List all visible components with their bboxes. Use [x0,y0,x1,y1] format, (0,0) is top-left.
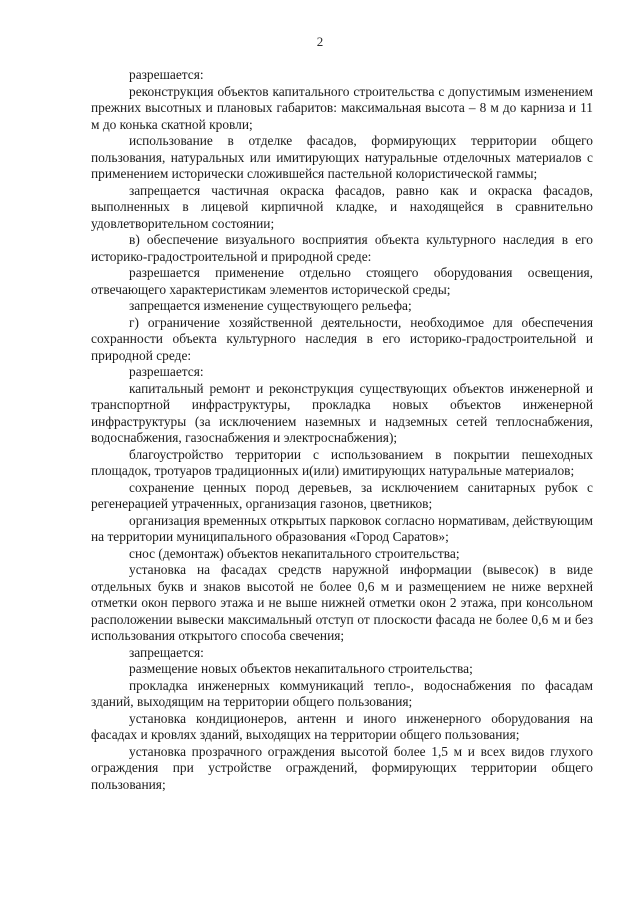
paragraph: реконструкция объектов капитального строительства с допустимым изменением прежних высотных и плановых габаритов: максимальная высота – 8 м до карниза и 11 м до конька скатной кровли; [91,83,593,132]
paragraph: разрешается применение отдельно стоящего оборудования освещения, отвечающего характеристикам элементов исторической среды; [91,265,593,297]
paragraph: капитальный ремонт и реконструкция существующих объектов инженерной и транспортной инфраструктуры, прокладка новых объектов инженерной инфраструктуры (за исключением наземных и надземных сетей теплоснабжения, водоснабжения, газоснабжения и электроснабжения); [91,380,593,445]
paragraph: запрещается частичная окраска фасадов, равно как и окраска фасадов, выполненных в лицевой кирпичной кладке, и находящейся в сравнительно удовлетворительном состоянии; [91,182,593,231]
paragraph: г) ограничение хозяйственной деятельности, необходимое для обеспечения сохранности объекта культурного наследия в его историко-градостроительной и природной среде: [91,314,593,363]
paragraph: прокладка инженерных коммуникаций тепло-, водоснабжения по фасадам зданий, выходящим на территории общего пользования; [91,677,593,709]
page-number: 2 [316,34,324,49]
paragraph: разрешается: [129,67,204,82]
paragraph: запрещается: [129,644,204,660]
paragraph: снос (демонтаж) объектов некапитального строительства; [129,545,460,561]
paragraph: использование в отделке фасадов, формирующих территории общего пользования, натуральных или имитирующих натуральные отделочных материалов с применением исторически сложившейся пастельной колористической гаммы; [91,133,593,181]
paragraph: благоустройство территории с использованием в покрытии пешеходных площадок, тротуаров традиционных и(или) имитирующих натуральные материалов; [91,446,593,478]
paragraph: запрещается изменение существующего рельефа; [129,298,412,313]
paragraph: организация временных открытых парковок согласно нормативам, действующим на территории муниципального образования «Город Саратов»; [91,512,593,544]
document-body [91,67,593,793]
paragraph: установка прозрачного ограждения высотой более 1,5 м и всех видов глухого ограждения при устройстве ограждений, формирующих территории общего пользования; [91,743,593,792]
paragraph: в) обеспечение визуального восприятия объекта культурного наследия в его историко-градостроительной и природной среде: [91,232,593,264]
paragraph: разрешается: [129,364,204,379]
paragraph: установка на фасадах средств наружной информации (вывесок) в виде отдельных букв и знаков высотой не более 0,6 м и размещением не ниже верхней отметки окон первого этажа и не выше нижней отметки окон 2 этажа, при консольном расположении вывески максимальный отступ от плоскости фасада не более 0,6 м и без использования открытого способа свечения; [91,562,593,643]
paragraph: сохранение ценных пород деревьев, за исключением санитарных рубок с регенерацией утраченных, организация газонов, цветников; [91,479,593,511]
paragraph: установка кондиционеров, антенн и иного инженерного оборудования на фасадах и кровлях зданий, выходящих на территории общего пользования; [91,710,593,742]
paragraph: размещение новых объектов некапитального строительства; [129,661,473,676]
